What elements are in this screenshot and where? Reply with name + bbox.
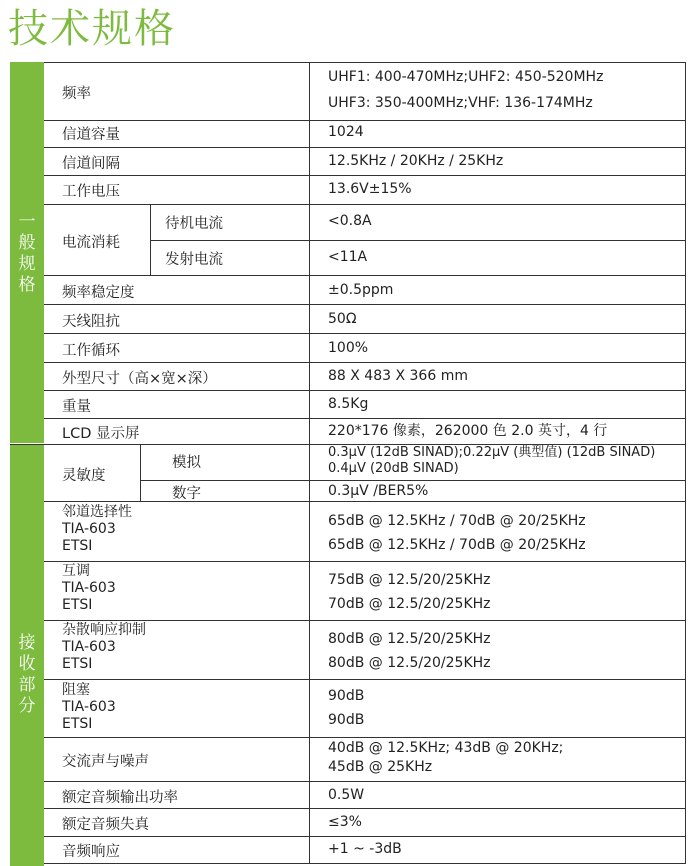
intermod-label-3: ETSI <box>62 597 93 613</box>
row-divider <box>44 120 686 121</box>
row-divider <box>44 561 686 562</box>
row-divider <box>44 175 686 176</box>
intermod-label-1: 互调 <box>62 563 90 579</box>
sensitivity-digital-label: 数字 <box>172 486 201 502</box>
blocking-label <box>62 682 116 733</box>
row-divider <box>44 304 686 305</box>
spurious-label-2: TIA-603 <box>62 639 116 655</box>
spurious-label-1: 杂散响应抑制 <box>62 622 146 638</box>
voltage-value: 13.6V±15% <box>328 181 412 197</box>
lcd-label: LCD 显示屏 <box>62 426 140 442</box>
section-receive <box>10 445 44 866</box>
intermod-label <box>62 563 116 614</box>
spacing-label: 信道间隔 <box>62 156 120 172</box>
weight-label: 重量 <box>62 399 91 415</box>
standby-current-value: <0.8A <box>328 213 372 229</box>
section-general-char: 规 <box>18 254 36 274</box>
distortion-label: 额定音频失真 <box>62 817 149 833</box>
row-divider <box>44 863 686 864</box>
section-general <box>10 62 44 443</box>
column-divider <box>140 444 141 501</box>
sensitivity-analog-label: 模拟 <box>172 455 201 471</box>
sensitivity-analog-value-1: 0.3μV (12dB SINAD);0.22μV (典型值) (12dB SINAD) <box>328 445 656 460</box>
response-value: +1 ~ -3dB <box>328 841 402 857</box>
stability-value: ±0.5ppm <box>328 282 394 298</box>
duty-label: 工作循环 <box>62 343 120 359</box>
channels-label: 信道容量 <box>62 127 120 143</box>
row-divider <box>44 836 686 837</box>
row-divider <box>44 275 686 276</box>
adjacent-value-2: 65dB @ 12.5KHz / 70dB @ 20/25KHz <box>328 537 586 553</box>
spurious-label <box>62 622 146 673</box>
row-divider <box>44 781 686 782</box>
tx-current-value: <11A <box>328 249 368 265</box>
blocking-value-2: 90dB <box>328 712 365 728</box>
size-label: 外型尺寸（高×宽×深） <box>62 371 217 387</box>
section-receive-char: 分 <box>18 696 36 716</box>
adjacent-value-1: 65dB @ 12.5KHz / 70dB @ 20/25KHz <box>328 513 586 529</box>
page-title: 技术规格 <box>8 6 176 52</box>
section-receive-char: 收 <box>18 654 36 674</box>
adjacent-label-1: 邻道选择性 <box>62 504 132 520</box>
adjacent-label-2: TIA-603 <box>62 521 116 537</box>
freq-value-1: UHF1: 400-470MHz;UHF2: 450-520MHz <box>328 69 604 85</box>
channels-value: 1024 <box>328 124 364 140</box>
impedance-value: 50Ω <box>328 311 357 327</box>
blocking-value-1: 90dB <box>328 688 365 704</box>
impedance-label: 天线阻抗 <box>62 314 120 330</box>
row-divider <box>44 333 686 334</box>
sensitivity-label: 灵敏度 <box>62 468 106 484</box>
adjacent-label-3: ETSI <box>62 538 93 554</box>
column-divider <box>150 204 151 275</box>
stability-label: 频率稳定度 <box>62 285 135 301</box>
column-divider <box>685 62 686 864</box>
column-divider <box>309 62 310 864</box>
hum-value-1: 40dB @ 12.5KHz; 43dB @ 20KHz; <box>328 740 564 756</box>
adjacent-label <box>62 504 132 555</box>
blocking-label-1: 阻塞 <box>62 682 90 698</box>
row-divider <box>44 390 686 391</box>
response-label: 音频响应 <box>62 844 120 860</box>
row-divider <box>44 808 686 809</box>
row-divider <box>44 620 686 621</box>
hum-label: 交流声与噪声 <box>62 754 149 770</box>
sensitivity-digital-value: 0.3μV /BER5% <box>328 483 429 499</box>
duty-value: 100% <box>328 340 369 356</box>
sensitivity-analog-value-2: 0.4μV (20dB SINAD) <box>328 461 459 476</box>
intermod-label-2: TIA-603 <box>62 580 116 596</box>
row-divider <box>44 62 686 63</box>
spurious-value-2: 80dB @ 12.5/20/25KHz <box>328 655 491 671</box>
audio-power-value: 0.5W <box>328 787 365 803</box>
standby-current-label: 待机电流 <box>165 216 223 232</box>
row-divider <box>44 204 686 205</box>
weight-value: 8.5Kg <box>328 396 369 412</box>
distortion-value: ≤3% <box>328 814 362 830</box>
voltage-label: 工作电压 <box>62 184 120 200</box>
row-divider <box>44 418 686 419</box>
current-label: 电流消耗 <box>62 235 120 251</box>
hum-value-2: 45dB @ 25KHz <box>328 759 433 775</box>
row-divider <box>150 240 686 241</box>
spurious-label-3: ETSI <box>62 656 93 672</box>
freq-value-2: UHF3: 350-400MHz;VHF: 136-174MHz <box>328 95 593 111</box>
lcd-value: 220*176 像素，262000 色 2.0 英寸，4 行 <box>328 423 608 439</box>
intermod-value-1: 75dB @ 12.5/20/25KHz <box>328 572 491 588</box>
section-general-char: 一 <box>18 212 36 232</box>
intermod-value-2: 70dB @ 12.5/20/25KHz <box>328 596 491 612</box>
tx-current-label: 发射电流 <box>165 252 223 268</box>
row-divider <box>44 147 686 148</box>
blocking-label-3: ETSI <box>62 716 93 732</box>
spacing-value: 12.5KHz / 20KHz / 25KHz <box>328 153 504 169</box>
section-receive-char: 接 <box>18 633 36 653</box>
row-divider <box>44 501 686 502</box>
blocking-label-2: TIA-603 <box>62 699 116 715</box>
spurious-value-1: 80dB @ 12.5/20/25KHz <box>328 631 491 647</box>
freq-label: 频率 <box>62 86 91 102</box>
section-general-char: 般 <box>18 233 36 253</box>
row-divider <box>44 362 686 363</box>
row-divider <box>44 679 686 680</box>
audio-power-label: 额定音频输出功率 <box>62 790 178 806</box>
size-value: 88 X 483 X 366 mm <box>328 368 468 384</box>
section-general-char: 格 <box>18 275 36 295</box>
section-receive-char: 部 <box>18 675 36 695</box>
